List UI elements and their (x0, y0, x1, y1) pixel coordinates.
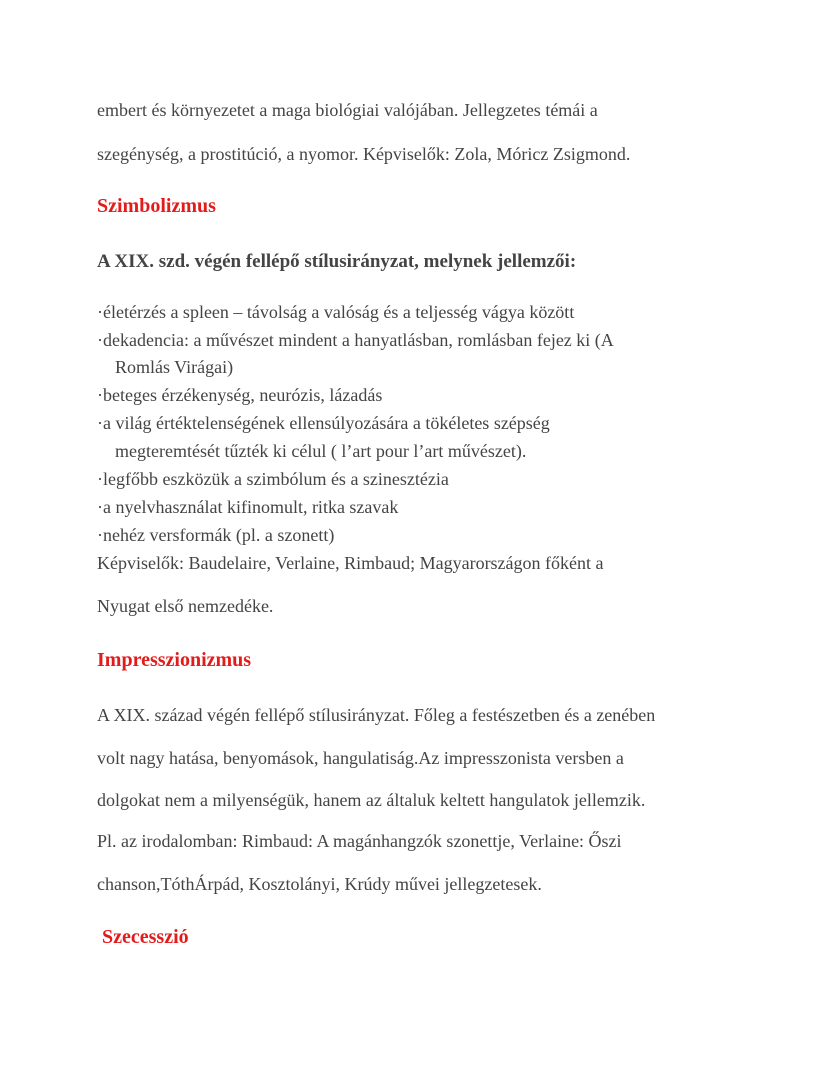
impressionism-text-line-3: dolgokat nem a milyenségük, hanem az általuk keltett hangulatok jellemzik. (97, 790, 646, 810)
impressionism-heading: Impresszionizmus (97, 649, 252, 671)
impressionism-text-line-4: Pl. az irodalomban: Rimbaud: A magánhangzók szonettje, Verlaine: Őszi (97, 831, 622, 851)
bullet-marker: · (97, 469, 103, 489)
symbolism-heading: Szimbolizmus (97, 195, 216, 217)
impressionism-text-line-5: chanson,TóthÁrpád, Kosztolányi, Krúdy művei jellegzetesek. (97, 874, 542, 894)
symbolism-intro: A XIX. szd. végén fellépő stílusirányzat, melynek jellemzői: (97, 251, 577, 272)
list-item: a nyelvhasználat kifinomult, ritka szavak (103, 497, 399, 517)
bullet-marker: · (97, 330, 103, 350)
list-item-continuation: Romlás Virágai) (115, 357, 234, 377)
bullet-marker: · (97, 497, 103, 517)
list-item: nehéz versformák (pl. a szonett) (103, 525, 335, 545)
symbolism-representatives-line-1: Képviselők: Baudelaire, Verlaine, Rimbaud; Magyarországon főként a (97, 553, 604, 573)
list-item: dekadencia: a művészet mindent a hanyatlásban, romlásban fejez ki (A (103, 330, 614, 350)
naturalism-text-line-2: szegénység, a prostitúció, a nyomor. Képviselők: Zola, Móricz Zsigmond. (97, 144, 631, 164)
bullet-marker: · (97, 525, 103, 545)
list-item: a világ értéktelenségének ellensúlyozására a tökéletes szépség (103, 413, 550, 433)
secession-heading: Szecesszió (102, 926, 189, 948)
bullet-marker: · (97, 413, 103, 433)
list-item: legfőbb eszközük a szimbólum és a szinesztézia (103, 469, 449, 489)
bullet-marker: · (97, 302, 103, 322)
naturalism-text-line-1: embert és környezetet a maga biológiai valójában. Jellegzetes témái a (97, 100, 598, 120)
list-item: életérzés a spleen – távolság a valóság és a teljesség vágya között (103, 302, 575, 322)
bullet-marker: · (97, 385, 103, 405)
list-item: beteges érzékenység, neurózis, lázadás (103, 385, 383, 405)
list-item-continuation: megteremtését tűzték ki célul ( l’art pour l’art művészet). (115, 441, 527, 461)
impressionism-text-line-1: A XIX. század végén fellépő stílusirányzat. Főleg a festészetben és a zenében (97, 705, 656, 725)
symbolism-representatives-line-2: Nyugat első nemzedéke. (97, 596, 274, 616)
impressionism-text-line-2: volt nagy hatása, benyomások, hangulatiság.Az impresszonista versben a (97, 748, 624, 768)
